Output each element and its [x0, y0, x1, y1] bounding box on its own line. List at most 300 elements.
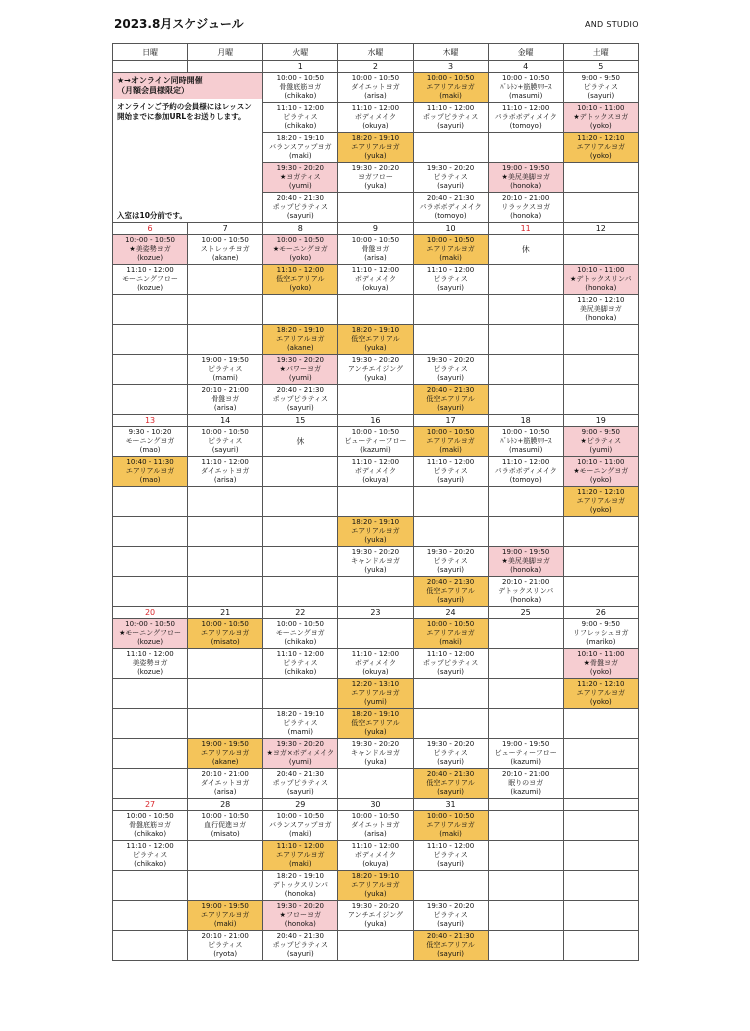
lesson-name: パラボボディメイク: [494, 467, 557, 475]
lesson-slot: [263, 325, 338, 355]
lesson-instructor: (kozue): [137, 638, 164, 646]
lesson-instructor: (honoka): [585, 314, 617, 322]
lesson-instructor: (sayuri): [437, 950, 464, 958]
lesson-name: モーニングフロー: [122, 275, 178, 283]
lesson-instructor: (yoko): [289, 254, 312, 262]
lesson-instructor: (chikako): [284, 668, 317, 676]
lesson-slot: [563, 103, 638, 133]
lesson-slot: [263, 385, 338, 415]
lesson-name: ポップピラティス: [422, 659, 479, 667]
lesson-slot: [263, 931, 338, 961]
lesson-instructor: (sayuri): [437, 404, 464, 412]
lesson-name: エアリアルヨガ: [576, 689, 626, 697]
lesson-name: ﾊﾞﾚﾄﾝ+筋膜ﾘﾘｰｽ: [500, 83, 552, 91]
lesson-name: モーニングヨガ: [125, 437, 175, 445]
lesson-instructor: (chikako): [134, 860, 167, 868]
lesson-instructor: (misato): [210, 830, 240, 838]
lesson-name: エアリアルヨガ: [426, 629, 475, 637]
lesson-name: ピラティス: [583, 83, 619, 91]
lesson-instructor: (yumi): [364, 698, 387, 706]
empty-slot: [488, 679, 563, 709]
lesson-instructor: (sayuri): [286, 212, 314, 220]
lesson-row: [113, 235, 639, 265]
lesson-slot: [413, 901, 488, 931]
lesson-time: 11:10 - 12:00: [426, 104, 475, 112]
date-cell: 6: [113, 223, 188, 235]
lesson-slot: [263, 649, 338, 679]
lesson-name: ピラティス: [433, 749, 468, 757]
lesson-slot: [413, 619, 488, 649]
lesson-instructor: (maki): [439, 830, 462, 838]
lesson-slot: [563, 619, 638, 649]
lesson-instructor: (yoko): [589, 506, 612, 514]
lesson-instructor: (arisa): [364, 254, 387, 262]
lesson-name: ダイエットヨガ: [200, 779, 250, 787]
lesson-time: 10:00 - 10:50: [502, 428, 550, 436]
date-row: [113, 415, 639, 427]
lesson-instructor: (maki): [289, 830, 312, 838]
lesson-slot: [263, 73, 338, 103]
lesson-instructor: (akane): [286, 344, 314, 352]
empty-slot: [263, 457, 338, 487]
lesson-name: 低空エアリアル: [276, 275, 325, 283]
lesson-row: [113, 577, 639, 607]
lesson-time: 18:20 - 19:10: [351, 872, 400, 880]
empty-slot: [563, 547, 638, 577]
lesson-name: 美姿勢ヨガ: [132, 659, 168, 667]
lesson-slot: [188, 427, 263, 457]
lesson-name: バランスアップヨガ: [269, 821, 332, 829]
empty-slot: [113, 385, 188, 415]
lesson-time: 20:10 - 21:00: [502, 194, 550, 202]
lesson-time: 19:30 - 20:20: [351, 740, 400, 748]
lesson-instructor: (yumi): [288, 182, 312, 190]
lesson-slot: [338, 709, 413, 739]
lesson-time: 20:40 - 21:30: [426, 386, 475, 394]
lesson-time: 12:20 - 13:10: [351, 680, 400, 688]
lesson-name: エアリアルヨガ: [125, 467, 175, 475]
lesson-instructor: (sayuri): [437, 596, 464, 604]
weekday-header-row: [113, 44, 639, 61]
lesson-time: 20:10 - 21:00: [502, 578, 550, 586]
lesson-time: 9:00 - 9:50: [581, 428, 621, 436]
lesson-name: ★骨盤ヨガ: [583, 659, 618, 667]
lesson-time: 18:20 - 19:10: [276, 710, 324, 718]
lesson-time: 19:30 - 20:20: [351, 164, 400, 172]
lesson-time: 19:00 - 19:50: [502, 548, 550, 556]
lesson-instructor: (sayuri): [286, 950, 314, 958]
lesson-slot: [263, 739, 338, 769]
lesson-time: 11:20 - 12:10: [577, 296, 625, 304]
lesson-row: [113, 619, 639, 649]
lesson-name: エアリアルヨガ: [426, 245, 475, 253]
lesson-time: 19:30 - 20:20: [426, 902, 475, 910]
empty-slot: [413, 295, 488, 325]
lesson-row: [113, 709, 639, 739]
weekday-sun: 日曜: [113, 44, 188, 61]
lesson-instructor: (okuya): [362, 668, 389, 676]
lesson-slot: [413, 193, 488, 223]
lesson-slot: [563, 649, 638, 679]
lesson-instructor: (yoko): [289, 284, 312, 292]
lesson-slot: [263, 901, 338, 931]
lesson-row: [113, 811, 639, 841]
lesson-instructor: (yuka): [364, 728, 387, 736]
lesson-instructor: (masumi): [508, 446, 543, 454]
lesson-name: ピラティス: [433, 275, 468, 283]
lesson-instructor: (yoko): [589, 668, 612, 676]
date-cell: 22: [263, 607, 338, 619]
lesson-instructor: (mao): [139, 476, 161, 484]
lesson-instructor: (yuka): [364, 758, 387, 766]
lesson-name: リフレッシュヨガ: [573, 629, 629, 637]
date-row: [113, 61, 639, 73]
closed-day: 休: [263, 427, 338, 457]
empty-slot: [563, 235, 638, 265]
lesson-slot: [563, 133, 638, 163]
empty-slot: [488, 871, 563, 901]
date-cell: 21: [188, 607, 263, 619]
lesson-slot: [338, 355, 413, 385]
lesson-instructor: (sayuri): [437, 476, 464, 484]
empty-slot: [488, 517, 563, 547]
lesson-name: ボディメイク: [354, 851, 397, 859]
lesson-slot: [413, 427, 488, 457]
empty-slot: [488, 487, 563, 517]
lesson-time: 20:10 - 21:00: [502, 770, 550, 778]
lesson-name: ★ヨガティス: [279, 173, 321, 181]
lesson-time: 11:10 - 12:00: [276, 104, 324, 112]
lesson-row: [113, 841, 639, 871]
lesson-instructor: (arisa): [364, 92, 387, 100]
lesson-name: デトックスリンパ: [272, 881, 328, 889]
lesson-time: 10:10 - 11:00: [577, 650, 625, 658]
date-cell: 13: [113, 415, 188, 427]
notice-banner: [113, 73, 262, 99]
notice-banner-line2: （月額会員様限定）: [117, 86, 189, 95]
lesson-instructor: (yuka): [364, 374, 387, 382]
lesson-name: エアリアルヨガ: [276, 851, 325, 859]
lesson-name: ボディメイク: [354, 113, 397, 121]
lesson-time: 19:00 - 19:50: [502, 740, 550, 748]
lesson-time: 19:30 - 20:20: [276, 740, 324, 748]
empty-slot: [263, 295, 338, 325]
empty-slot: [563, 901, 638, 931]
empty-slot: [113, 871, 188, 901]
empty-slot: [113, 487, 188, 517]
empty-slot: [338, 769, 413, 799]
empty-slot: [488, 931, 563, 961]
empty-slot: [563, 739, 638, 769]
empty-slot: [413, 487, 488, 517]
lesson-instructor: (arisa): [213, 404, 237, 412]
empty-slot: [338, 385, 413, 415]
date-cell: 1: [263, 61, 338, 73]
lesson-instructor: (sayuri): [211, 446, 239, 454]
lesson-name: モーニングヨガ: [276, 629, 325, 637]
empty-slot: [488, 709, 563, 739]
lesson-time: 19:30 - 20:20: [276, 902, 324, 910]
lesson-slot: [338, 679, 413, 709]
lesson-time: 10:00 - 10:50: [502, 74, 550, 82]
lesson-slot: [338, 811, 413, 841]
lesson-instructor: (sayuri): [437, 182, 464, 190]
lesson-slot: [338, 649, 413, 679]
lesson-instructor: (mao): [139, 446, 161, 454]
lesson-instructor: (okuya): [362, 122, 389, 130]
lesson-slot: [263, 103, 338, 133]
lesson-row: [113, 355, 639, 385]
lesson-instructor: (sayuri): [437, 122, 464, 130]
lesson-time: 19:00 - 19:50: [201, 740, 249, 748]
lesson-slot: [338, 235, 413, 265]
lesson-slot: [413, 385, 488, 415]
lesson-name: ピラティス: [207, 941, 243, 949]
lesson-instructor: (honoka): [510, 566, 542, 574]
empty-slot: [413, 679, 488, 709]
lesson-name: ★パワーヨガ: [279, 365, 321, 373]
empty-slot: [338, 619, 413, 649]
lesson-name: ★フローヨガ: [279, 911, 321, 919]
lesson-time: 11:10 - 12:00: [426, 650, 475, 658]
lesson-slot: [413, 235, 488, 265]
date-cell: [488, 799, 563, 811]
lesson-time: 11:10 - 12:00: [351, 842, 400, 850]
lesson-time: 11:10 - 12:00: [126, 842, 174, 850]
lesson-name: ★モーニングフロー: [119, 629, 181, 637]
lesson-time: 20:40 - 21:30: [276, 194, 324, 202]
lesson-time: 19:30 - 20:20: [426, 164, 475, 172]
lesson-name: パラボボディメイク: [494, 113, 557, 121]
empty-slot: [563, 355, 638, 385]
lesson-slot: [188, 385, 263, 415]
lesson-name: ピラティス: [433, 467, 468, 475]
lesson-row: [113, 679, 639, 709]
lesson-name: 低空エアリアル: [426, 395, 475, 403]
empty-slot: [563, 385, 638, 415]
lesson-slot: [338, 325, 413, 355]
lesson-instructor: (kozue): [137, 284, 164, 292]
lesson-time: 18:20 - 19:10: [351, 326, 400, 334]
lesson-time: 11:20 - 12:10: [577, 134, 625, 142]
empty-slot: [488, 385, 563, 415]
lesson-slot: [413, 931, 488, 961]
lesson-name: エアリアルヨガ: [200, 749, 250, 757]
lesson-name: ピラティス: [433, 365, 468, 373]
lesson-instructor: (yuka): [364, 890, 387, 898]
lesson-instructor: (sayuri): [437, 284, 464, 292]
date-cell: 25: [488, 607, 563, 619]
lesson-name: ★デトックスリンパ: [570, 275, 632, 283]
empty-slot: [263, 547, 338, 577]
empty-slot: [413, 871, 488, 901]
empty-slot: [263, 679, 338, 709]
empty-slot: [188, 709, 263, 739]
date-cell: 12: [563, 223, 638, 235]
lesson-slot: [413, 769, 488, 799]
lesson-slot: [113, 649, 188, 679]
lesson-instructor: (sayuri): [437, 920, 464, 928]
empty-slot: [338, 193, 413, 223]
lesson-time: 18:20 - 19:10: [351, 134, 400, 142]
lesson-slot: [563, 427, 638, 457]
lesson-instructor: (kazumi): [510, 788, 541, 796]
lesson-slot: [263, 163, 338, 193]
lesson-name: エアリアルヨガ: [351, 881, 400, 889]
lesson-name: キャンドルヨガ: [350, 749, 400, 757]
date-cell: 20: [113, 607, 188, 619]
lesson-slot: [263, 619, 338, 649]
lesson-time: 10:00 - 10:50: [276, 620, 324, 628]
date-cell: 19: [563, 415, 638, 427]
lesson-time: 19:30 - 20:20: [276, 164, 324, 172]
empty-slot: [188, 487, 263, 517]
date-cell: 8: [263, 223, 338, 235]
lesson-time: 20:40 - 21:30: [276, 932, 324, 940]
lesson-slot: [263, 871, 338, 901]
lesson-slot: [413, 355, 488, 385]
lesson-slot: [263, 811, 338, 841]
lesson-slot: [488, 739, 563, 769]
lesson-time: 11:10 - 12:00: [426, 266, 475, 274]
empty-slot: [113, 295, 188, 325]
lesson-name: ピラティス: [283, 659, 318, 667]
lesson-instructor: (sayuri): [437, 788, 464, 796]
lesson-time: 9:00 - 9:50: [581, 74, 621, 82]
lesson-name: ボディメイク: [354, 275, 397, 283]
empty-slot: [338, 295, 413, 325]
lesson-slot: [488, 193, 563, 223]
lesson-slot: [338, 265, 413, 295]
lesson-slot: [263, 235, 338, 265]
lesson-time: 19:30 - 20:20: [276, 356, 324, 364]
lesson-name: 低空エアリアル: [426, 779, 475, 787]
date-row: [113, 607, 639, 619]
lesson-time: 10:00 - 10:50: [201, 620, 249, 628]
date-cell: 14: [188, 415, 263, 427]
empty-slot: [413, 325, 488, 355]
date-cell: 17: [413, 415, 488, 427]
lesson-name: ポップピラティス: [272, 779, 329, 787]
weekday-tue: 火曜: [263, 44, 338, 61]
lesson-instructor: (sayuri): [437, 566, 464, 574]
lesson-row: [113, 295, 639, 325]
lesson-name: エアリアルヨガ: [426, 821, 475, 829]
lesson-time: 11:10 - 12:00: [502, 458, 550, 466]
lesson-slot: [263, 769, 338, 799]
lesson-instructor: (yoko): [589, 122, 612, 130]
lesson-instructor: (honoka): [510, 182, 542, 190]
lesson-instructor: (sayuri): [286, 788, 314, 796]
lesson-instructor: (maki): [289, 860, 312, 868]
lesson-name: ビューティーフロー: [494, 749, 557, 757]
lesson-time: 19:30 - 20:20: [426, 740, 475, 748]
lesson-instructor: (honoka): [585, 284, 617, 292]
lesson-instructor: (yuka): [364, 152, 387, 160]
lesson-name: エアリアルヨガ: [276, 335, 325, 343]
lesson-slot: [488, 547, 563, 577]
empty-slot: [113, 547, 188, 577]
lesson-name: リラックスヨガ: [501, 203, 551, 211]
lesson-instructor: (tomoyo): [509, 476, 542, 484]
lesson-name: 骨盤ヨガ: [211, 395, 240, 403]
lesson-slot: [413, 649, 488, 679]
lesson-row: [113, 769, 639, 799]
lesson-slot: [113, 841, 188, 871]
date-cell: [188, 61, 263, 73]
lesson-slot: [188, 811, 263, 841]
lesson-slot: [263, 709, 338, 739]
lesson-name: エアリアルヨガ: [426, 437, 475, 445]
lesson-time: 10:00 - 10:50: [276, 812, 324, 820]
lesson-time: 19:30 - 20:20: [351, 356, 400, 364]
lesson-name: ピラティス: [433, 557, 468, 565]
lesson-slot: [413, 163, 488, 193]
empty-slot: [188, 517, 263, 547]
lesson-name: エアリアルヨガ: [351, 143, 400, 151]
lesson-slot: [188, 769, 263, 799]
lesson-name: ダイエットヨガ: [200, 467, 250, 475]
lesson-time: 9:30 - 10:20: [128, 428, 172, 436]
lesson-instructor: (chikako): [284, 92, 317, 100]
lesson-time: 10:00 - 10:50: [426, 236, 475, 244]
lesson-slot: [413, 73, 488, 103]
lesson-instructor: (arisa): [213, 476, 237, 484]
weekday-wed: 水曜: [338, 44, 413, 61]
date-cell: 11: [488, 223, 563, 235]
empty-slot: [563, 931, 638, 961]
empty-slot: [263, 577, 338, 607]
lesson-name: ピラティス: [433, 911, 468, 919]
entry-note: 入室は10分前です。: [113, 193, 263, 223]
lesson-instructor: (maki): [439, 92, 462, 100]
lesson-name: ポップピラティス: [272, 203, 329, 211]
lesson-row: [113, 547, 639, 577]
lesson-name: ポップピラティス: [272, 395, 329, 403]
lesson-time: 19:00 - 19:50: [201, 902, 249, 910]
date-cell: 7: [188, 223, 263, 235]
lesson-time: 18:20 - 19:10: [351, 710, 400, 718]
lesson-instructor: (sayuri): [437, 374, 464, 382]
lesson-name: アンチエイジング: [347, 365, 403, 373]
lesson-instructor: (kazumi): [360, 446, 391, 454]
lesson-time: 11:10 - 12:00: [426, 458, 475, 466]
empty-slot: [563, 163, 638, 193]
lesson-slot: [188, 355, 263, 385]
lesson-name: エアリアルヨガ: [426, 83, 475, 91]
lesson-name: ★美尻美脚ヨガ: [501, 173, 550, 181]
lesson-time: 10:10 - 11:00: [577, 458, 625, 466]
lesson-instructor: (maki): [213, 920, 237, 928]
empty-slot: [188, 577, 263, 607]
lesson-instructor: (yoko): [589, 698, 612, 706]
lesson-name: ピラティス: [132, 851, 168, 859]
lesson-name: ★美尻美脚ヨガ: [501, 557, 550, 565]
lesson-instructor: (yumi): [288, 374, 312, 382]
lesson-instructor: (yumi): [589, 446, 613, 454]
empty-slot: [488, 811, 563, 841]
empty-slot: [113, 769, 188, 799]
lesson-slot: [338, 739, 413, 769]
empty-slot: [413, 709, 488, 739]
date-cell: 28: [188, 799, 263, 811]
lesson-slot: [263, 841, 338, 871]
date-cell: 29: [263, 799, 338, 811]
lesson-time: 11:10 - 12:00: [126, 650, 174, 658]
lesson-name: 美尻美脚ヨガ: [579, 305, 622, 313]
lesson-time: 11:10 - 12:00: [276, 266, 324, 274]
empty-slot: [488, 901, 563, 931]
